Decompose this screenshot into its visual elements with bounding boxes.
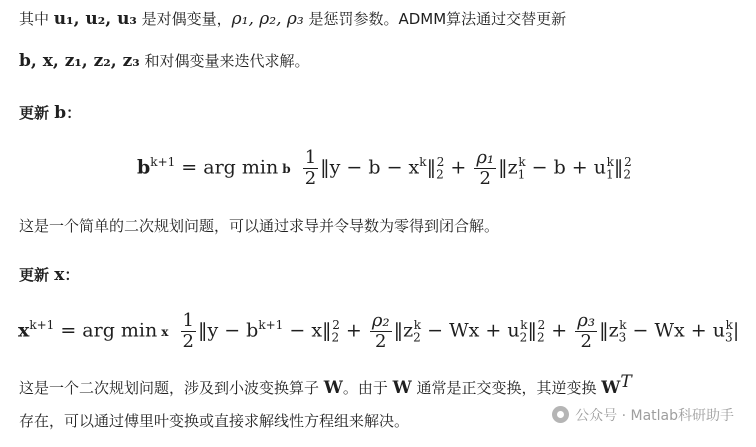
heading-update-b	[19, 103, 81, 123]
x-term2: ‖z	[393, 319, 414, 342]
x-term1-norm-sub: 2	[331, 330, 340, 345]
penalty-params: ρ₁, ρ₂, ρ₃	[231, 9, 304, 29]
x-lhs-sup: k+1	[29, 318, 55, 333]
b-frac2-den: 2	[479, 168, 491, 189]
b-frac1-den: 2	[304, 168, 317, 189]
intro-line-1	[19, 9, 566, 29]
wavelet-op-W-3-sup: T	[620, 372, 632, 392]
x-plus1: +	[339, 319, 368, 342]
dual-variables: u₁, u₂, u₃	[53, 9, 137, 29]
primal-variables: b, x, z₁, z₂, z₃	[19, 51, 140, 71]
b-argmin	[282, 160, 290, 178]
heading-x-var: x	[54, 265, 65, 285]
x-term2-mid: − Wx + u	[421, 319, 520, 342]
x-lhs: x	[18, 319, 30, 342]
x-term1-norm-sup: 2	[332, 318, 340, 333]
b-term1-sup: k	[419, 155, 427, 170]
b-frac-rho1	[474, 148, 496, 189]
b-term1-norm: ‖	[426, 156, 437, 179]
intro-suffix: 是惩罚参数。ADMM算法通过交替更新	[303, 10, 567, 28]
b-eq: = arg min	[175, 156, 279, 179]
heading-x-suffix: ：	[64, 266, 80, 284]
x-term3-norm: |	[732, 319, 740, 342]
x-frac3-num: ρ₃	[577, 310, 596, 331]
note-x-prefix: 这是一个二次规划问题，涉及到小波变换算子	[19, 379, 324, 397]
b-term2-sub: 1	[517, 167, 526, 182]
b-term2-u-sup: k	[606, 155, 614, 170]
b-term2-norm-sup: 2	[624, 155, 632, 170]
wavelet-op-W-1: W	[323, 378, 343, 398]
intro-line2-suffix: 和对偶变量来迭代求解。	[139, 52, 310, 70]
b-lhs: b	[137, 156, 151, 179]
b-frac-half	[303, 148, 318, 189]
x-term1-sup: k+1	[258, 318, 284, 333]
x-term1-rest: − x‖	[283, 319, 332, 342]
formula-update-b	[137, 148, 632, 189]
x-eq: = arg min	[54, 319, 158, 342]
x-term3-sup: k	[619, 318, 627, 333]
b-term2-sup: k	[518, 155, 526, 170]
x-term2-u-sub: 2	[519, 330, 528, 345]
wavelet-op-W-3: W	[601, 378, 621, 398]
wechat-icon	[552, 406, 569, 423]
b-term1-norm-sub: 2	[436, 167, 444, 182]
intro-mid: 是对偶变量，	[136, 10, 232, 28]
intro-prefix: 其中	[19, 10, 54, 28]
wavelet-op-W-2: W	[392, 378, 412, 398]
note-update-b: 这是一个简单的二次规划问题，可以通过求导并令导数为零得到闭合解。	[19, 217, 500, 235]
heading-b-prefix: 更新	[19, 104, 55, 122]
x-term2-norm-sub: 2	[536, 330, 545, 345]
x-term3-sub: 3	[618, 330, 627, 345]
x-frac-half	[181, 311, 196, 352]
b-term2-norm-sub: 2	[623, 167, 632, 182]
x-term2-norm-sup: 2	[537, 318, 546, 333]
b-term1: ‖y − b − x	[320, 156, 420, 179]
intro-line-2	[19, 51, 309, 71]
b-plus: +	[444, 156, 473, 179]
x-term2-u-sup: k	[520, 318, 528, 333]
b-frac1-num: 1	[304, 147, 317, 168]
note-update-x-1	[19, 372, 632, 398]
heading-update-x	[19, 265, 79, 285]
b-term2-mid: − b + u	[525, 156, 606, 179]
b-lhs-sup: k+1	[150, 155, 176, 170]
x-argmin	[161, 323, 168, 341]
note-x-mid: 。由于	[342, 379, 393, 397]
note-x-mid2: 通常是正交变换，其逆变换	[411, 379, 602, 397]
heading-x-prefix: 更新	[19, 266, 55, 284]
x-frac-rho2	[370, 311, 392, 352]
x-term3-u-sup: k	[725, 318, 733, 333]
x-frac3-den: 2	[580, 331, 592, 352]
x-term3-u-sub: 3	[725, 330, 733, 345]
heading-b-suffix: ：	[66, 104, 82, 122]
x-plus2: +	[545, 319, 574, 342]
b-term2-norm: ‖	[613, 156, 624, 179]
x-term3: ‖z	[599, 319, 619, 342]
x-term2-norm: ‖	[527, 319, 537, 342]
x-min-var: x	[161, 324, 169, 339]
b-frac2-num: ρ₁	[476, 147, 495, 168]
heading-b-var: b	[54, 103, 67, 123]
x-frac1-num: 1	[182, 310, 194, 331]
watermark-text: 公众号 · Matlab科研助手	[575, 408, 734, 424]
x-frac2-num: ρ₂	[371, 310, 390, 331]
b-min-var: b	[282, 161, 291, 176]
watermark	[552, 405, 734, 425]
b-term1-norm-sup: 2	[436, 155, 445, 170]
x-term3-mid: − Wx + u	[626, 319, 725, 342]
x-term1: ‖y − b	[197, 319, 259, 342]
x-frac-rho3	[575, 311, 597, 352]
x-frac1-den: 2	[182, 331, 194, 352]
x-term2-sub: 2	[413, 330, 421, 345]
x-frac2-den: 2	[375, 331, 387, 352]
x-term2-sup: k	[413, 318, 422, 333]
b-term2: ‖z	[498, 156, 518, 179]
b-term2-u-sub: 1	[606, 167, 614, 182]
formula-update-x	[18, 311, 739, 352]
note-update-x-2: 存在，可以通过傅里叶变换或直接求解线性方程组来解决。	[19, 412, 410, 430]
